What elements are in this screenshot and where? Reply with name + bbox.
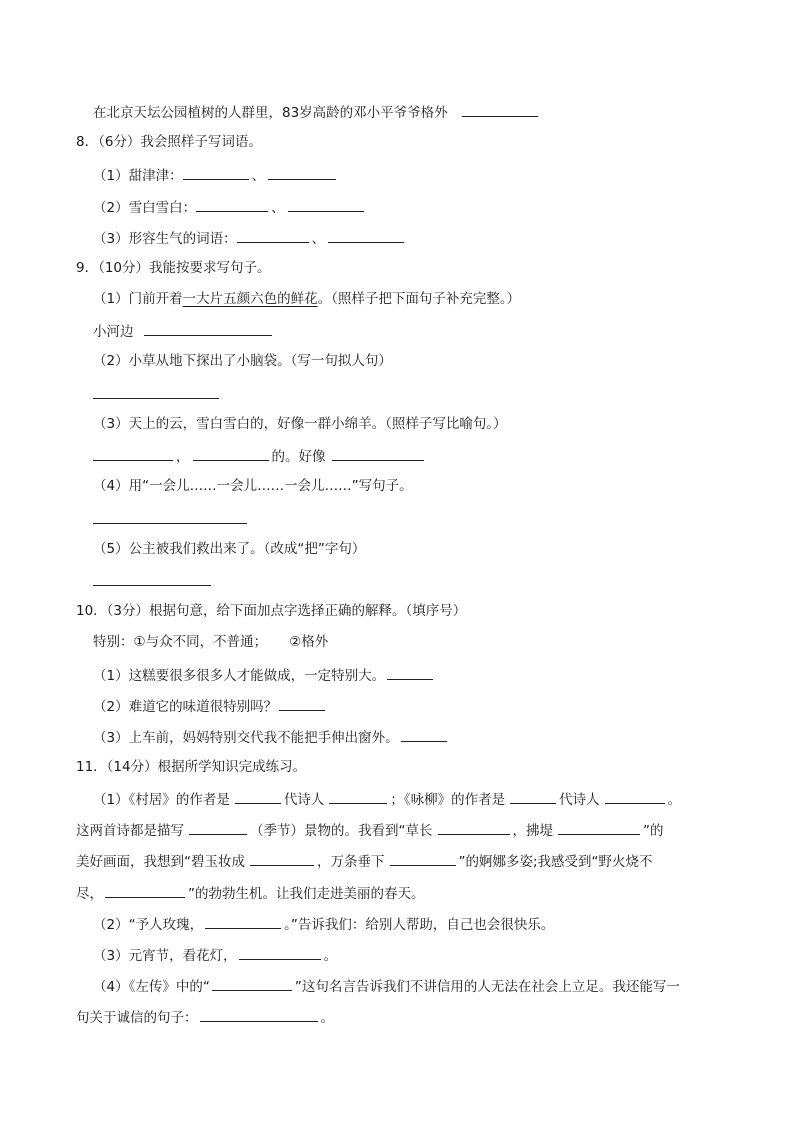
answer-blank[interactable]	[390, 850, 456, 866]
answer-blank[interactable]	[183, 164, 249, 180]
answer-blank[interactable]	[279, 695, 325, 711]
answer-blank[interactable]	[332, 445, 424, 461]
question-9-item-4: （4）用“一会儿……一会儿……一会儿……”写句子。	[93, 478, 413, 494]
question-9-heading: 9．（10分）我能按要求写句子。	[76, 260, 271, 276]
answer-blank[interactable]	[387, 664, 433, 680]
answer-blank[interactable]	[93, 445, 173, 461]
answer-blank[interactable]	[401, 726, 447, 742]
question-10-heading: 10．（3分）根据句意，给下面加点字选择正确的解释。（填序号）	[76, 603, 467, 619]
question-11-part-1-line-2: 这两首诗都是描写 （季节）景物的。我看到“草长 ，拂堤 ”的	[0, 819, 794, 841]
answer-blank[interactable]	[193, 445, 269, 461]
question-10-item-1: （1）这糕要很多很多人才能做成，一定特别大。	[0, 664, 794, 686]
answer-blank[interactable]	[200, 1006, 318, 1022]
question-11-heading: 11．（14分）根据所学知识完成练习。	[76, 759, 307, 775]
answer-line	[0, 570, 794, 592]
question-11-part-1-line-1: （1）《村居》的作者是 代诗人 ；《咏柳》的作者是 代诗人 。	[0, 788, 794, 810]
question-8-item-2: （2）雪白雪白： 、	[0, 196, 794, 218]
answer-blank[interactable]	[438, 819, 510, 835]
question-10-item-2: （2）难道它的味道很特别吗？	[0, 695, 794, 717]
answer-blank[interactable]	[237, 227, 309, 243]
answer-blank[interactable]	[329, 788, 387, 804]
answer-line	[0, 383, 794, 405]
answer-blank[interactable]	[189, 819, 247, 835]
question-9-item-5: （5）公主被我们救出来了。（改成“把”字句）	[93, 541, 366, 557]
question-8-item-3: （3）形容生气的词语： 、	[0, 227, 794, 249]
answer-blank[interactable]	[93, 570, 211, 586]
question-11-part-2: （2）“予人玫瑰， 。”告诉我们：给别人帮助，自己也会很快乐。	[0, 913, 794, 935]
answer-blank[interactable]	[212, 975, 292, 991]
answer-blank[interactable]	[205, 913, 281, 929]
question-11-part-4-line-2: 句关于诚信的句子： 。	[0, 1006, 794, 1028]
answer-blank[interactable]	[239, 944, 321, 960]
question-11-part-1-line-4: 尽， ”的勃勃生机。让我们走进美丽的春天。	[0, 882, 794, 904]
text-line-continuation	[0, 101, 794, 123]
answer-blank[interactable]	[268, 164, 336, 180]
answer-blank[interactable]	[105, 882, 185, 898]
question-11-part-3: （3）元宵节，看花灯， 。	[0, 944, 794, 966]
answer-blank[interactable]	[510, 788, 556, 804]
question-11-part-1-line-3: 美好画面，我想到“碧玉妆成 ，万条垂下 ”的婀娜多姿;我感受到“野火烧不	[0, 850, 794, 872]
answer-blank[interactable]	[235, 788, 281, 804]
question-9-item-2: （2）小草从地下探出了小脑袋。（写一句拟人句）	[93, 353, 392, 369]
answer-blank[interactable]	[605, 788, 665, 804]
answer-blank[interactable]	[462, 101, 538, 117]
line-text: 在北京天坛公园植树的人群里，83岁高龄的邓小平爷爷格外	[93, 105, 448, 121]
answer-blank[interactable]	[93, 508, 247, 524]
answer-line	[0, 508, 794, 530]
question-10-item-3: （3）上车前，妈妈特别交代我不能把手伸出窗外。	[0, 726, 794, 748]
answer-blank[interactable]	[196, 196, 268, 212]
answer-blank[interactable]	[288, 196, 364, 212]
answer-blank[interactable]	[144, 320, 272, 336]
question-8-item-1: （1）甜津津： 、	[0, 164, 794, 186]
question-9-item-1: （1）门前开着一大片五颜六色的鲜花。（照样子把下面句子补充完整。）	[93, 291, 521, 307]
answer-blank[interactable]	[558, 819, 640, 835]
underlined-example: 一大片五颜六色的鲜花	[182, 291, 318, 307]
question-10-definitions: 特别：①与众不同，不普通； ②格外	[93, 634, 329, 650]
question-9-river-line: 小河边	[0, 320, 794, 342]
answer-blank[interactable]	[328, 227, 404, 243]
answer-blank[interactable]	[93, 383, 219, 399]
question-9-item-3-answer: ， 的。好像	[0, 445, 794, 467]
answer-blank[interactable]	[250, 850, 314, 866]
question-8-heading: 8．（6分）我会照样子写词语。	[76, 134, 262, 150]
question-9-item-3: （3）天上的云，雪白雪白的，好像一群小绵羊。（照样子写比喻句。）	[93, 416, 507, 432]
question-11-part-4-line-1: （4）《左传》中的“ ”这句名言告诉我们不讲信用的人无法在社会上立足。我还能写一	[0, 975, 794, 997]
